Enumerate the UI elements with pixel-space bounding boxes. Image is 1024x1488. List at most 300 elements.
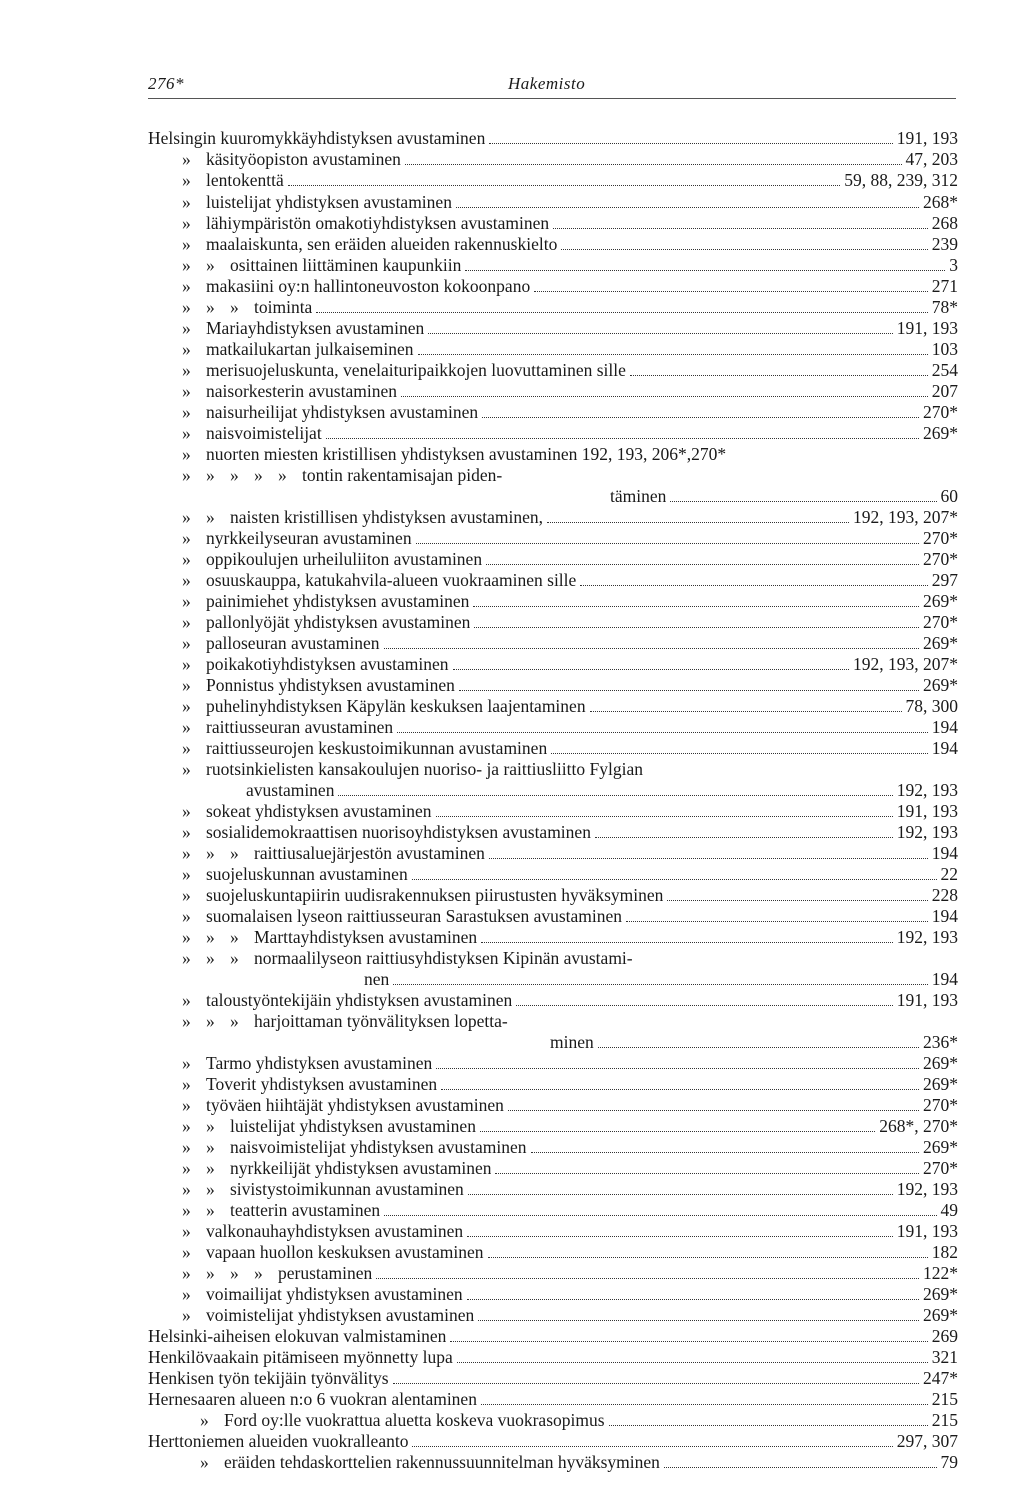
ditto-mark: » <box>182 507 191 527</box>
index-entry <box>148 128 958 149</box>
page-reference: 270* <box>691 444 727 464</box>
entry-text: voimistelijat yhdistyksen avustaminen <box>206 1305 475 1325</box>
page-reference: 269* <box>923 1137 958 1157</box>
entry-text: luistelijat yhdistyksen avustaminen <box>230 1116 476 1136</box>
index-entry <box>182 591 958 612</box>
index-entry <box>148 1368 958 1389</box>
ditto-mark: » <box>182 948 191 968</box>
index-entry <box>182 1200 958 1221</box>
dot-leader <box>561 249 927 250</box>
entry-text: sosialidemokraattisen nuorisoyhdistyksen avustaminen <box>206 822 591 842</box>
ditto-mark: » <box>182 801 191 821</box>
dot-leader <box>481 942 893 943</box>
dot-leader <box>412 879 937 880</box>
ditto-mark: » <box>182 570 191 590</box>
dot-leader <box>551 753 928 754</box>
entry-text: avustaminen <box>246 780 335 800</box>
page-reference: 194 <box>931 906 958 926</box>
dot-leader <box>474 627 919 628</box>
ditto-mark: » <box>182 192 191 212</box>
index-entry <box>182 255 958 276</box>
ditto-mark: » <box>182 885 191 905</box>
page-reference: 122* <box>923 1263 958 1283</box>
index-entry <box>182 864 958 885</box>
page-reference: 191, 193 <box>896 1221 958 1241</box>
entry-text: lentokenttä <box>206 170 284 190</box>
page-reference: 269* <box>923 675 958 695</box>
dot-leader <box>405 164 902 165</box>
entry-text: Toverit yhdistyksen avustaminen <box>206 1074 438 1094</box>
ditto-mark: » <box>182 864 191 884</box>
page-reference: 78, 300 <box>905 696 958 716</box>
index-entry <box>182 1305 958 1326</box>
entry-text: raittiusseuran avustaminen <box>206 717 394 737</box>
index-entry <box>182 339 958 360</box>
dot-leader <box>436 1068 919 1069</box>
dot-leader <box>478 1320 919 1321</box>
index-entry <box>182 297 958 318</box>
dot-leader <box>288 185 840 186</box>
entry-text: Ford oy:lle vuokrattua aluetta koskeva vuokrasopimus <box>224 1410 605 1430</box>
ditto-mark: » <box>230 1011 239 1031</box>
index-entry <box>182 170 958 191</box>
ditto-mark: » <box>230 927 239 947</box>
ditto-mark: » <box>206 948 215 968</box>
ditto-mark: » <box>182 234 191 254</box>
index-entry <box>182 906 958 927</box>
ditto-mark: » <box>206 1011 215 1031</box>
entry-text: matkailukartan julkaiseminen <box>206 339 414 359</box>
entry-text: voimailijat yhdistyksen avustaminen <box>206 1284 463 1304</box>
index-entry <box>182 1179 958 1200</box>
entry-text: täminen <box>610 486 667 506</box>
index-entry <box>182 1242 958 1263</box>
ditto-mark: » <box>182 990 191 1010</box>
dot-leader <box>580 585 927 586</box>
dot-leader <box>670 501 936 502</box>
ditto-mark: » <box>182 528 191 548</box>
ditto-mark: » <box>206 1158 215 1178</box>
page-reference: 270* <box>923 402 958 422</box>
page-reference: 270* <box>923 1095 958 1115</box>
ditto-mark: » <box>182 822 191 842</box>
ditto-mark: » <box>182 1305 191 1325</box>
ditto-mark: » <box>206 1179 215 1199</box>
ditto-mark: » <box>206 1137 215 1157</box>
entry-text: Helsinki-aiheisen elokuvan valmistaminen <box>148 1326 447 1346</box>
page-reference: 49 <box>940 1200 958 1220</box>
entry-text: maalaiskunta, sen eräiden alueiden rakennuskielto <box>206 234 558 254</box>
dot-leader <box>495 1173 919 1174</box>
entry-text: raittiusseurojen keskustoimikunnan avustaminen <box>206 738 548 758</box>
entry-text: harjoittaman työnvälityksen lopetta- <box>254 1011 508 1031</box>
ditto-mark: » <box>182 1284 191 1304</box>
index-entry <box>610 486 958 507</box>
ditto-mark: » <box>182 1221 191 1241</box>
index-entry <box>182 276 958 297</box>
page-reference: 192, 193 <box>896 780 958 800</box>
page-reference: 271 <box>931 276 958 296</box>
ditto-mark: » <box>182 1158 191 1178</box>
index-entry <box>182 990 958 1011</box>
entry-text: sokeat yhdistyksen avustaminen <box>206 801 432 821</box>
ditto-mark: » <box>200 1410 209 1430</box>
entry-text: nen <box>364 969 390 989</box>
index-entry <box>182 633 958 654</box>
index-entry <box>182 1158 958 1179</box>
ditto-mark: » <box>206 1200 215 1220</box>
ditto-mark: » <box>182 1011 191 1031</box>
index-entry <box>182 360 958 381</box>
page-reference: 215 <box>931 1410 958 1430</box>
entry-text: lähiympäristön omakotiyhdistyksen avustaminen <box>206 213 550 233</box>
page-reference: 103 <box>931 339 958 359</box>
index-entry <box>182 507 958 528</box>
entry-text: Mariayhdistyksen avustaminen <box>206 318 425 338</box>
dot-leader <box>630 375 928 376</box>
index-entry <box>182 1011 958 1032</box>
dot-leader <box>531 1152 920 1153</box>
entry-text: Tarmo yhdistyksen avustaminen <box>206 1053 433 1073</box>
entry-text: nyrkkeilyseuran avustaminen <box>206 528 412 548</box>
dot-leader <box>459 690 919 691</box>
ditto-mark: » <box>230 1263 239 1283</box>
page-reference: 269* <box>923 1305 958 1325</box>
ditto-mark: » <box>182 1053 191 1073</box>
ditto-mark: » <box>182 717 191 737</box>
index-entry <box>200 1410 958 1431</box>
page-reference: 228 <box>931 885 958 905</box>
ditto-mark: » <box>182 675 191 695</box>
page-reference: 269* <box>923 1284 958 1304</box>
entry-text: osittainen liittäminen kaupunkiin <box>230 255 462 275</box>
ditto-mark: » <box>206 1116 215 1136</box>
entry-text: puhelinyhdistyksen Käpylän keskuksen laajentaminen <box>206 696 586 716</box>
ditto-mark: » <box>182 402 191 422</box>
index-entry <box>182 654 958 675</box>
entry-text: poikakotiyhdistyksen avustaminen <box>206 654 449 674</box>
entry-text: Hernesaaren alueen n:o 6 vuokran alentaminen <box>148 1389 477 1409</box>
page-reference: 270* <box>923 612 958 632</box>
ditto-mark: » <box>230 297 239 317</box>
dot-leader <box>393 1383 919 1384</box>
dot-leader <box>534 291 928 292</box>
dot-leader <box>326 438 919 439</box>
dot-leader <box>418 354 928 355</box>
ditto-mark: » <box>182 1137 191 1157</box>
index-entry <box>364 969 958 990</box>
page-reference: 191, 193 <box>896 128 958 148</box>
entry-text: naisvoimistelijat yhdistyksen avustaminen <box>230 1137 527 1157</box>
ditto-mark: » <box>182 1116 191 1136</box>
dot-leader <box>667 900 927 901</box>
index-entry <box>182 738 958 759</box>
ditto-mark: » <box>206 507 215 527</box>
index-entry <box>182 843 958 864</box>
entry-text: taloustyöntekijäin yhdistyksen avustaminen <box>206 990 513 1010</box>
index-entry <box>182 1095 958 1116</box>
dot-leader <box>553 228 928 229</box>
ditto-mark: » <box>200 1452 209 1472</box>
ditto-mark: » <box>206 255 215 275</box>
index-entry <box>182 149 958 170</box>
entry-text: Herttoniemen alueiden vuokralleanto <box>148 1431 409 1451</box>
page-reference: 78* <box>931 297 958 317</box>
entry-text: suomalaisen lyseon raittiusseuran Sarastuksen avustaminen <box>206 906 623 926</box>
entry-text: nyrkkeilijät yhdistyksen avustaminen <box>230 1158 492 1178</box>
entry-text: naisten kristillisen yhdistyksen avustaminen, <box>230 507 544 527</box>
dot-leader <box>467 1299 919 1300</box>
index-entry <box>246 780 958 801</box>
ditto-mark: » <box>182 612 191 632</box>
ditto-mark: » <box>182 381 191 401</box>
ditto-mark: » <box>182 1200 191 1220</box>
page-reference: 194 <box>931 738 958 758</box>
page-reference: 236* <box>923 1032 958 1052</box>
ditto-mark: » <box>182 1242 191 1262</box>
page-reference: 192, 193, 207* <box>853 654 958 674</box>
entry-text: naisorkesterin avustaminen <box>206 381 397 401</box>
index-entry <box>182 927 958 948</box>
page-reference: 191, 193 <box>896 801 958 821</box>
page-reference: 268 <box>931 213 958 233</box>
index-entry <box>148 1326 958 1347</box>
page-reference: 270* <box>923 1158 958 1178</box>
ditto-mark: » <box>278 465 287 485</box>
ditto-mark: » <box>182 339 191 359</box>
page-reference: 215 <box>931 1389 958 1409</box>
page-reference: 60 <box>940 486 958 506</box>
index-entry <box>182 570 958 591</box>
entry-text: työväen hiihtäjät yhdistyksen avustaminen <box>206 1095 504 1115</box>
page-reference: 79 <box>940 1452 958 1472</box>
index-entry <box>182 1074 958 1095</box>
page-reference: 269* <box>923 633 958 653</box>
dot-leader <box>590 711 902 712</box>
entry-text: teatterin avustaminen <box>230 1200 381 1220</box>
dot-leader <box>384 1215 936 1216</box>
index-entry <box>182 801 958 822</box>
ditto-mark: » <box>182 549 191 569</box>
page-reference: 269* <box>923 423 958 443</box>
dot-leader <box>598 1047 919 1048</box>
dot-leader <box>467 1236 893 1237</box>
ditto-mark: » <box>182 149 191 169</box>
ditto-mark: » <box>206 927 215 947</box>
entry-text: nuorten miesten kristillisen yhdistyksen avustaminen 192, 193, 206*, <box>206 444 692 464</box>
ditto-mark: » <box>206 297 215 317</box>
ditto-mark: » <box>182 423 191 443</box>
entry-text: normaalilyseon raittiusyhdistyksen Kipinän avustami- <box>254 948 633 968</box>
dot-leader <box>595 837 893 838</box>
dot-leader <box>393 984 927 985</box>
dot-leader <box>488 1257 928 1258</box>
index-entry <box>182 822 958 843</box>
page-reference: 269* <box>923 591 958 611</box>
ditto-mark: » <box>182 654 191 674</box>
dot-leader <box>412 1446 892 1447</box>
page-reference: 192, 193 <box>896 1179 958 1199</box>
dot-leader <box>664 1467 937 1468</box>
page-reference: 239 <box>931 234 958 254</box>
index-entry <box>182 1053 958 1074</box>
ditto-mark: » <box>182 591 191 611</box>
index-entry <box>182 1116 958 1137</box>
page-reference: 269* <box>923 1053 958 1073</box>
entry-text: makasiini oy:n hallintoneuvoston kokoonpano <box>206 276 531 296</box>
entry-text: minen <box>550 1032 594 1052</box>
ditto-mark: » <box>182 1095 191 1115</box>
index-entry <box>182 696 958 717</box>
ditto-mark: » <box>182 297 191 317</box>
entry-text: Henkisen työn tekijäin työnvälitys <box>148 1368 389 1388</box>
index-entry <box>182 885 958 906</box>
dot-leader <box>547 522 849 523</box>
entry-text: merisuojeluskunta, venelaituripaikkojen luovuttaminen sille <box>206 360 626 380</box>
page-reference: 182 <box>931 1242 958 1262</box>
dot-leader <box>489 143 892 144</box>
page-reference: 268*, 270* <box>879 1116 958 1136</box>
ditto-mark: » <box>206 843 215 863</box>
page-reference: 192, 193 <box>896 822 958 842</box>
ditto-mark: » <box>254 1263 263 1283</box>
dot-leader <box>436 816 893 817</box>
ditto-mark: » <box>182 276 191 296</box>
entry-text: Marttayhdistyksen avustaminen <box>254 927 478 947</box>
entry-text: naisurheilijat yhdistyksen avustaminen <box>206 402 479 422</box>
index-entry <box>182 1221 958 1242</box>
index-entry <box>182 528 958 549</box>
entry-text: raittiusaluejärjestön avustaminen <box>254 843 485 863</box>
page-number: 276* <box>148 74 184 93</box>
index-entry <box>182 213 958 234</box>
ditto-mark: » <box>230 843 239 863</box>
page-reference: 207 <box>931 381 958 401</box>
ditto-mark: » <box>182 1074 191 1094</box>
index-entry <box>182 381 958 402</box>
entry-text: suojeluskunnan avustaminen <box>206 864 408 884</box>
index-entry <box>182 675 958 696</box>
index-entry <box>182 1263 958 1284</box>
dot-leader <box>376 1278 919 1279</box>
index-entry <box>182 234 958 255</box>
ditto-mark: » <box>182 843 191 863</box>
page-reference: 254 <box>931 360 958 380</box>
page-reference: 47, 203 <box>905 149 958 169</box>
entry-text: Ponnistus yhdistyksen avustaminen <box>206 675 455 695</box>
dot-leader <box>516 1005 893 1006</box>
page-reference: 194 <box>931 717 958 737</box>
ditto-mark: » <box>182 738 191 758</box>
ditto-mark: » <box>182 1263 191 1283</box>
entry-text: perustaminen <box>278 1263 373 1283</box>
ditto-mark: » <box>230 948 239 968</box>
entry-text: oppikoulujen urheiluliiton avustaminen <box>206 549 483 569</box>
dot-leader <box>457 1362 928 1363</box>
page-reference: 22 <box>940 864 958 884</box>
ditto-mark: » <box>254 465 263 485</box>
index-entry <box>148 1347 958 1368</box>
page-reference: 247* <box>923 1368 958 1388</box>
ditto-mark: » <box>182 696 191 716</box>
dot-leader <box>626 921 928 922</box>
index-entry <box>550 1032 958 1053</box>
index-entry <box>182 402 958 423</box>
index-entry <box>182 948 958 969</box>
page-reference: 192, 193, 207* <box>853 507 958 527</box>
page-reference: 269* <box>923 1074 958 1094</box>
index-entry <box>182 318 958 339</box>
dot-leader <box>486 564 919 565</box>
index-entry <box>200 1452 958 1473</box>
index-entry <box>182 549 958 570</box>
page-reference: 269 <box>931 1326 958 1346</box>
dot-leader <box>456 207 919 208</box>
ditto-mark: » <box>206 465 215 485</box>
index-entry <box>182 192 958 213</box>
page-reference: 268* <box>923 192 958 212</box>
entry-text: toiminta <box>254 297 313 317</box>
entry-text: naisvoimistelijat <box>206 423 322 443</box>
entry-text: tontin rakentamisajan piden- <box>302 465 503 485</box>
dot-leader <box>480 1131 875 1132</box>
page-reference: 297, 307 <box>896 1431 958 1451</box>
dot-leader <box>453 669 849 670</box>
index-entry <box>182 612 958 633</box>
entry-text: suojeluskuntapiirin uudisrakennuksen piirustusten hyväksyminen <box>206 885 664 905</box>
ditto-mark: » <box>182 170 191 190</box>
dot-leader <box>481 1404 928 1405</box>
ditto-mark: » <box>182 1179 191 1199</box>
index-entry <box>148 1431 958 1452</box>
ditto-mark: » <box>182 906 191 926</box>
index-entry <box>182 1284 958 1305</box>
entry-text: palloseuran avustaminen <box>206 633 380 653</box>
entry-text: sivistystoimikunnan avustaminen <box>230 1179 464 1199</box>
dot-leader <box>468 1194 893 1195</box>
ditto-mark: » <box>182 360 191 380</box>
page-reference: 3 <box>949 255 958 275</box>
ditto-mark: » <box>182 318 191 338</box>
page-reference: 192, 193 <box>896 927 958 947</box>
ditto-mark: » <box>182 444 191 464</box>
page-reference: 321 <box>931 1347 958 1367</box>
entry-text: eräiden tehdaskorttelien rakennussuunnitelman hyväksyminen <box>224 1452 660 1472</box>
dot-leader <box>489 858 928 859</box>
running-title: Hakemisto <box>508 74 586 93</box>
entry-text: käsityöopiston avustaminen <box>206 149 401 169</box>
dot-leader <box>384 648 920 649</box>
entry-text: painimiehet yhdistyksen avustaminen <box>206 591 470 611</box>
dot-leader <box>465 270 945 271</box>
dot-leader <box>450 1341 927 1342</box>
entry-text: Helsingin kuuromykkäyhdistyksen avustaminen <box>148 128 486 148</box>
index-entry <box>148 1389 958 1410</box>
page-reference: 191, 193 <box>896 318 958 338</box>
ditto-mark: » <box>230 465 239 485</box>
index-entry <box>182 423 958 444</box>
entry-text: ruotsinkielisten kansakoulujen nuoriso- ja raittiusliitto Fylgian <box>206 759 643 779</box>
dot-leader <box>428 333 893 334</box>
ditto-mark: » <box>182 255 191 275</box>
ditto-mark: » <box>182 465 191 485</box>
ditto-mark: » <box>182 759 191 779</box>
entry-text: osuuskauppa, katukahvila-alueen vuokraaminen sille <box>206 570 577 590</box>
page-reference: 270* <box>923 528 958 548</box>
dot-leader <box>441 1089 919 1090</box>
entry-text: pallonlyöjät yhdistyksen avustaminen <box>206 612 471 632</box>
ditto-mark: » <box>182 927 191 947</box>
